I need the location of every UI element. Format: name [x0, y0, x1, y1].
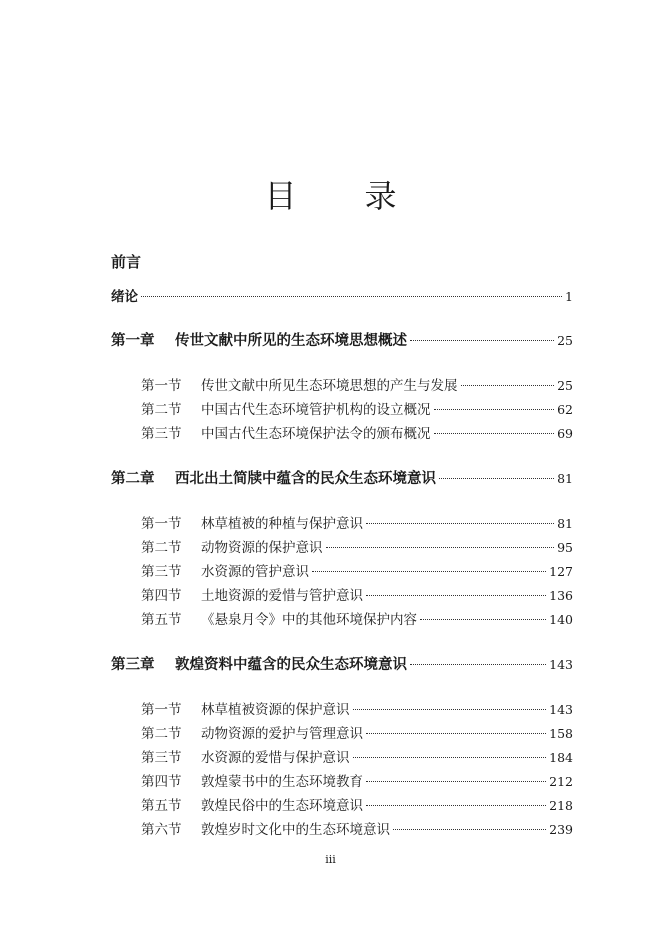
page-number: iii — [325, 853, 336, 866]
toc-section-entry[interactable] — [141, 796, 573, 816]
toc-entry-label — [141, 610, 417, 630]
toc-page-number: 81 — [557, 516, 573, 531]
toc-entry-label — [141, 700, 350, 720]
toc-entry-label — [141, 748, 350, 768]
toc-section-entry[interactable] — [141, 724, 573, 744]
toc-chapter-entry[interactable] — [111, 469, 573, 489]
toc-page-number: 69 — [557, 426, 573, 441]
toc-page-number: 184 — [549, 750, 573, 765]
toc-page-number: 25 — [557, 333, 573, 348]
toc-entry-label — [141, 586, 363, 606]
dot-leader — [353, 757, 547, 758]
page-title — [0, 176, 661, 216]
toc-entry-label — [141, 514, 363, 534]
toc-entry-number: 第一节 — [141, 378, 182, 394]
dot-leader — [410, 664, 546, 665]
dot-leader — [420, 619, 546, 620]
toc-entry-title: 敦煌岁时文化中的生态环境意识 — [201, 822, 390, 838]
toc-entry-title: 传世文献中所见的生态环境思想概述 — [175, 332, 407, 349]
toc-entry-label — [111, 469, 436, 489]
toc-chapter-entry[interactable] — [111, 655, 573, 675]
toc-entry-number: 第五节 — [141, 798, 182, 814]
dot-leader — [366, 781, 546, 782]
dot-leader — [141, 296, 562, 297]
toc-entry-title: 敦煌蒙书中的生态环境教育 — [201, 774, 363, 790]
toc-entry-number: 第二节 — [141, 726, 182, 742]
toc-entry-number: 第四节 — [141, 588, 182, 604]
toc-entry-title: 动物资源的爱护与管理意识 — [201, 726, 363, 742]
toc-entry-label — [141, 400, 431, 420]
dot-leader — [366, 733, 546, 734]
dot-leader — [366, 523, 554, 524]
toc-entry-label — [141, 538, 323, 558]
toc-entry-number: 第三节 — [141, 426, 182, 442]
toc-entry-label — [141, 820, 390, 840]
toc-page-number: 143 — [549, 657, 573, 672]
toc-entry-number: 第四节 — [141, 774, 182, 790]
toc-page-number: 127 — [549, 564, 573, 579]
toc-page-number: 25 — [557, 378, 573, 393]
toc-page-number: 239 — [549, 822, 573, 837]
dot-leader — [312, 571, 546, 572]
toc-entry-number: 第六节 — [141, 822, 182, 838]
toc-section-entry[interactable] — [141, 514, 573, 534]
toc-entry-title: 中国古代生态环境保护法令的颁布概况 — [201, 426, 431, 442]
dot-leader — [366, 805, 546, 806]
toc-page-number: 140 — [549, 612, 573, 627]
toc-entry-title: 水资源的管护意识 — [201, 564, 309, 580]
toc-entry-number: 第二节 — [141, 402, 182, 418]
toc-entry-label — [111, 655, 407, 675]
dot-leader — [366, 595, 546, 596]
dot-leader — [461, 385, 555, 386]
toc-section-entry[interactable] — [141, 400, 573, 420]
toc-page-number: 136 — [549, 588, 573, 603]
toc-entry-title: 土地资源的爱惜与管护意识 — [201, 588, 363, 604]
toc-entry-label — [141, 724, 363, 744]
toc-entry-label — [141, 376, 458, 396]
dot-leader — [434, 433, 555, 434]
dot-leader — [326, 547, 555, 548]
toc-page-number: 81 — [557, 471, 573, 486]
title-char-2: 录 — [364, 177, 465, 215]
toc-chapter-entry[interactable] — [111, 331, 573, 351]
dot-leader — [434, 409, 555, 410]
dot-leader — [410, 340, 554, 341]
toc-entry-number: 第三节 — [141, 564, 182, 580]
toc-page-number: 158 — [549, 726, 573, 741]
title-char-1: 目 — [264, 177, 365, 215]
toc-entry-label — [141, 772, 363, 792]
toc-preface[interactable]: 前言 — [111, 253, 142, 271]
toc-section-entry[interactable] — [141, 772, 573, 792]
toc-entry-title: 敦煌资料中蕴含的民众生态环境意识 — [175, 656, 407, 673]
toc-entry-title: 传世文献中所见生态环境思想的产生与发展 — [201, 378, 458, 394]
toc-entry-title: 《悬泉月令》中的其他环境保护内容 — [201, 612, 417, 628]
dot-leader — [353, 709, 547, 710]
toc-entry-label — [141, 796, 363, 816]
toc-entry-number: 第一节 — [141, 516, 182, 532]
toc-intro-entry[interactable] — [111, 287, 573, 307]
toc-section-entry[interactable] — [141, 376, 573, 396]
toc-section-entry[interactable] — [141, 424, 573, 444]
toc-entry-number: 第三章 — [111, 656, 155, 673]
toc-page-number: 143 — [549, 702, 573, 717]
toc-section-entry[interactable] — [141, 562, 573, 582]
toc-section-entry[interactable] — [141, 748, 573, 768]
toc-page-number: 218 — [549, 798, 573, 813]
toc-entry-label — [141, 562, 309, 582]
toc-page-number: 62 — [557, 402, 573, 417]
toc-entry-title: 林草植被资源的保护意识 — [201, 702, 350, 718]
dot-leader — [393, 829, 546, 830]
toc-section-entry[interactable] — [141, 586, 573, 606]
toc-entry-label — [141, 424, 431, 444]
toc-entry-title: 敦煌民俗中的生态环境意识 — [201, 798, 363, 814]
toc-entry-number: 第一章 — [111, 332, 155, 349]
toc-section-entry[interactable] — [141, 820, 573, 840]
toc-entry-title: 林草植被的种植与保护意识 — [201, 516, 363, 532]
toc-entry-title: 动物资源的保护意识 — [201, 540, 323, 556]
toc-entry-number: 第三节 — [141, 750, 182, 766]
toc-page-number: 95 — [557, 540, 573, 555]
toc-page-number: 1 — [565, 289, 573, 304]
toc-page-number: 212 — [549, 774, 573, 789]
toc-entry-label — [111, 331, 407, 351]
toc-entry-label — [111, 287, 138, 307]
toc-entry-number: 第二章 — [111, 470, 155, 487]
toc-entry-title: 中国古代生态环境管护机构的设立概况 — [201, 402, 431, 418]
toc-section-entry[interactable] — [141, 538, 573, 558]
toc-section-entry[interactable] — [141, 610, 573, 630]
toc-entry-title: 水资源的爱惜与保护意识 — [201, 750, 350, 766]
toc-entry-title: 绪论 — [111, 289, 138, 305]
dot-leader — [439, 478, 554, 479]
toc-section-entry[interactable] — [141, 700, 573, 720]
toc-entry-number: 第二节 — [141, 540, 182, 556]
toc-entry-title: 西北出土简牍中蕴含的民众生态环境意识 — [175, 470, 436, 487]
toc-entry-number: 第五节 — [141, 612, 182, 628]
toc-entry-number: 第一节 — [141, 702, 182, 718]
